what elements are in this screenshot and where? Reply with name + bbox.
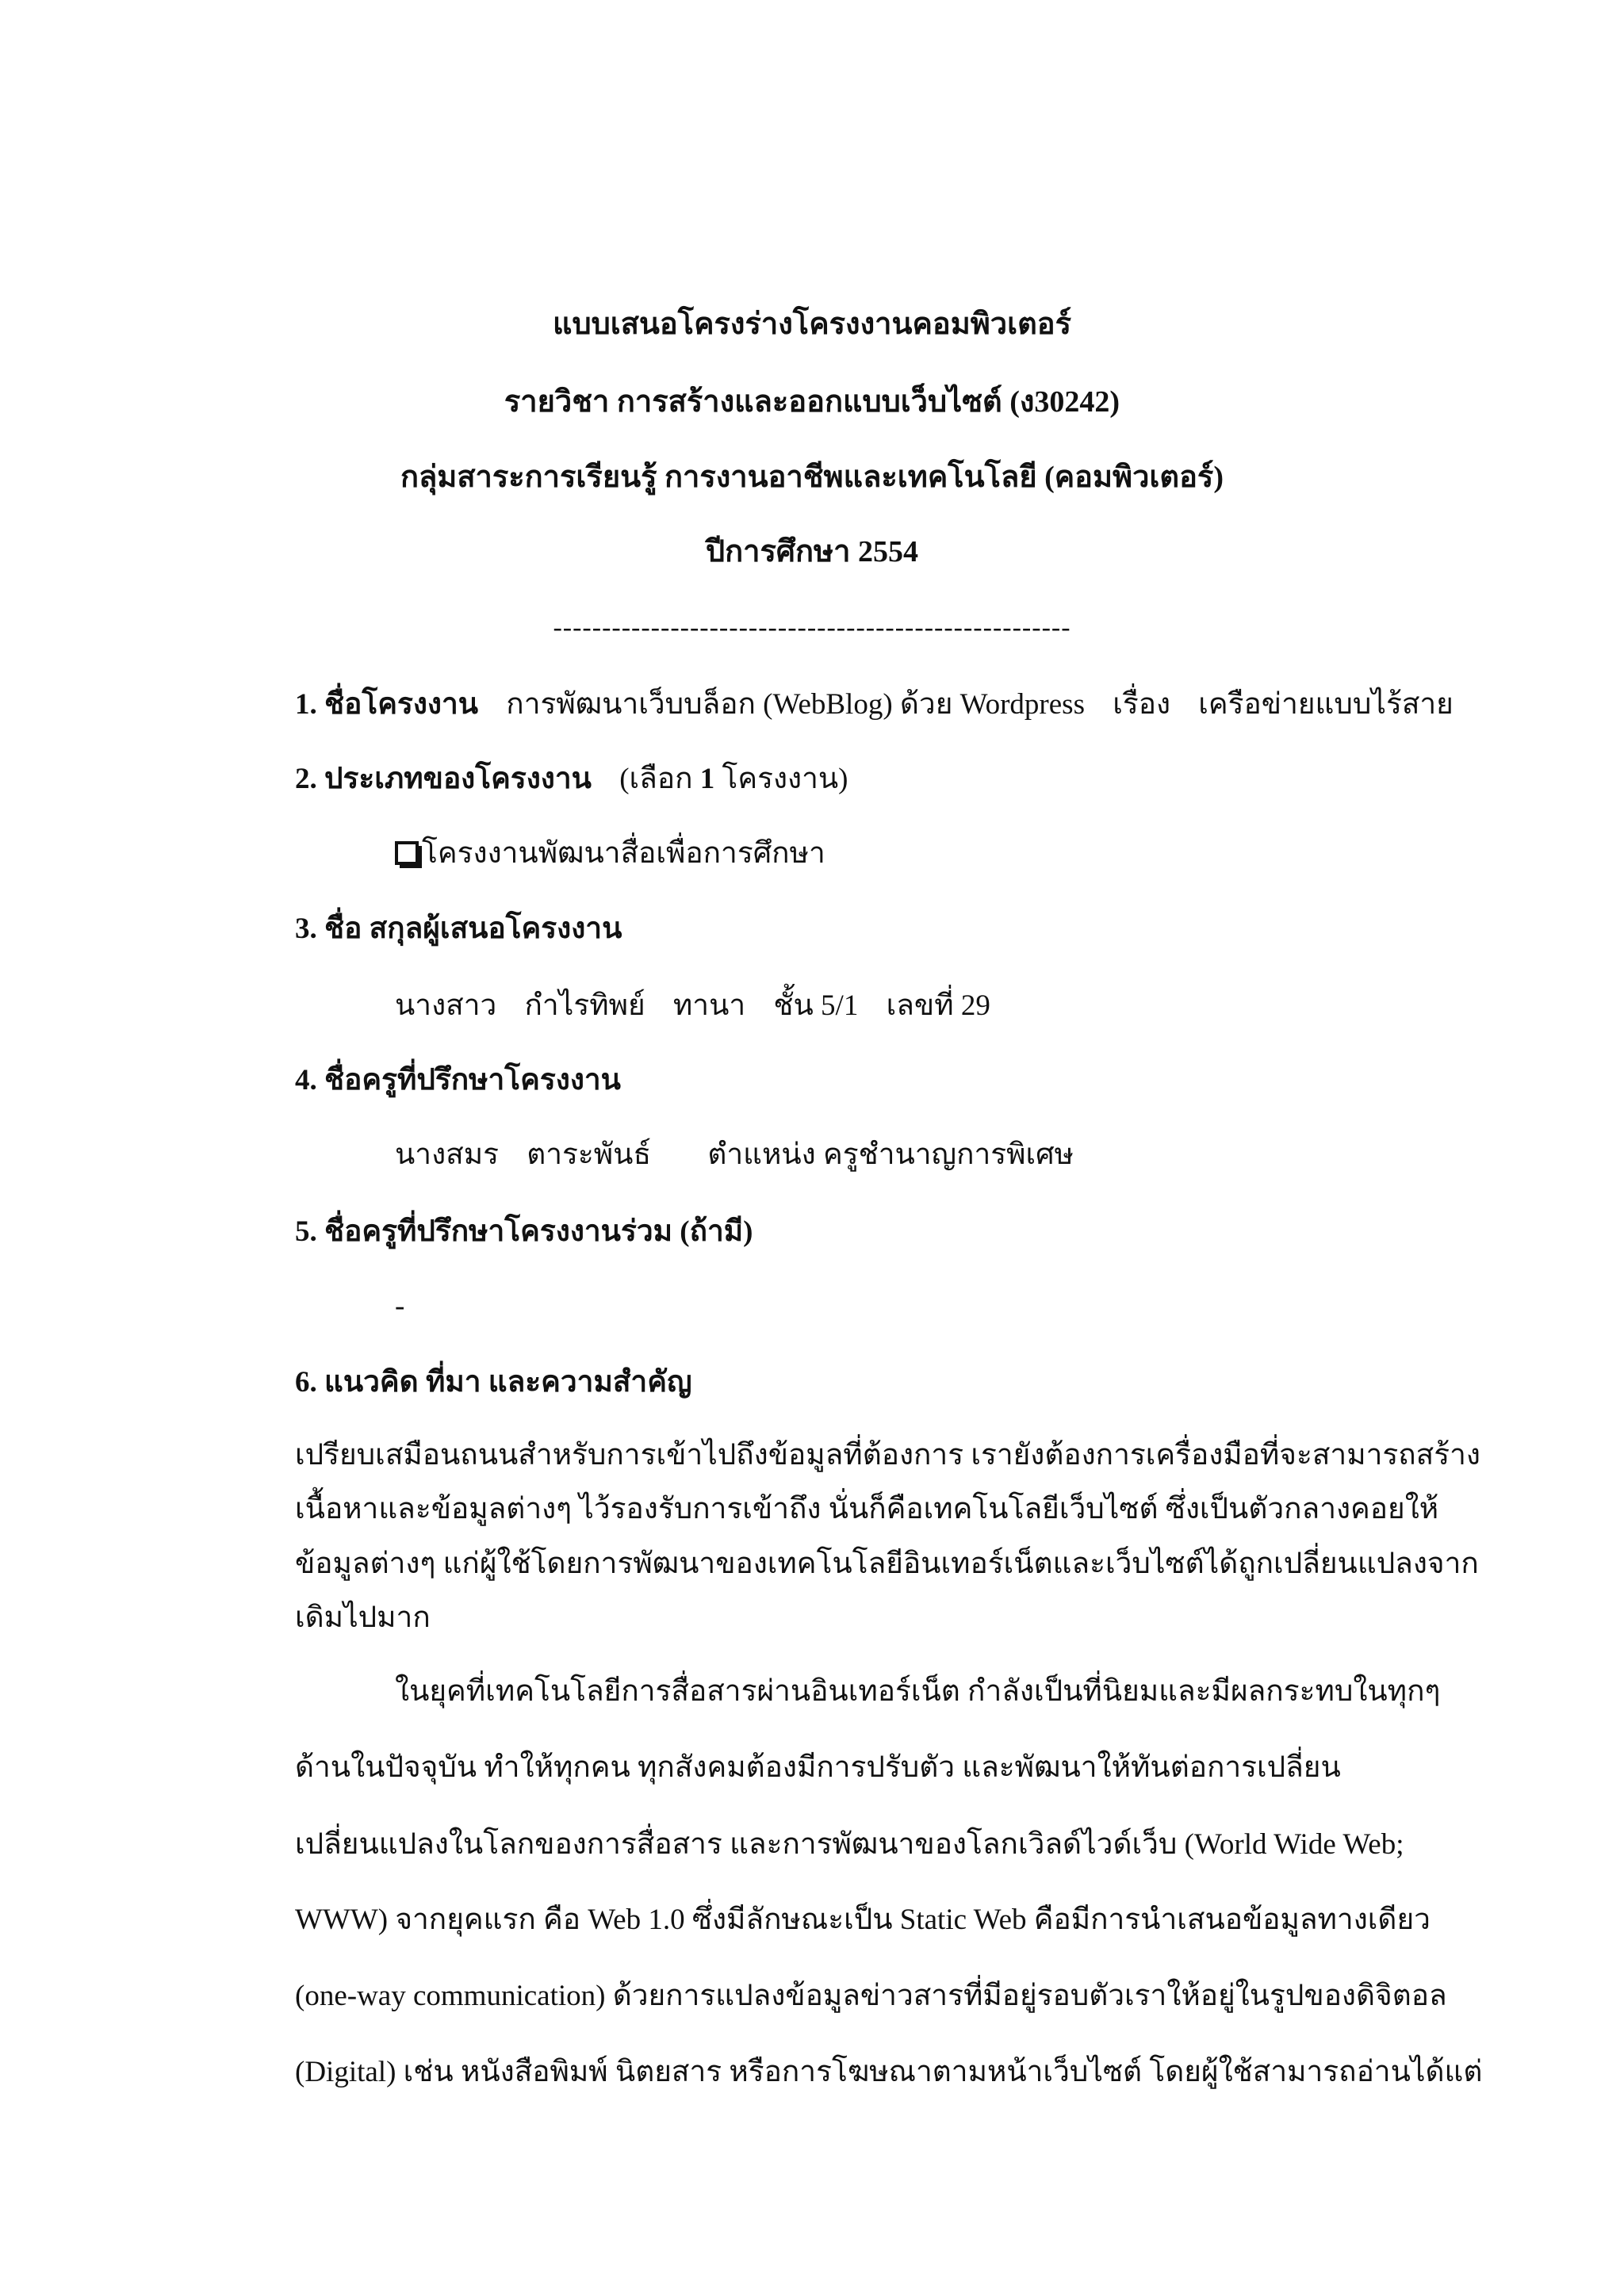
project-title: การพัฒนาเว็บบล็อก (WebBlog) ด้วย Wordpress xyxy=(506,688,1085,721)
paragraph-line: ข้อมูลต่างๆ แก่ผู้ใช้โดยการพัฒนาของเทคโนโลยีอินเทอร์เน็ตและเว็บไซต์ได้ถูกเปลี่ยนแปลงจาก xyxy=(295,1548,1479,1580)
co-advisor-value: - xyxy=(395,1290,405,1322)
paragraph-line: เนื้อหาและข้อมูลต่างๆ ไว้รองรับการเข้าถึง นั่นก็คือเทคโนโลยีเว็บไซต์ ซึ่งเป็นตัวกลางคอยให้ xyxy=(295,1493,1439,1525)
academic-year: ปีการศึกษา 2554 xyxy=(706,535,918,568)
paragraph-line: (one-way communication) ด้วยการแปลงข้อมูลข่าวสารที่มีอยู่รอบตัวเราให้อยู่ในรูปของดิจิตอล xyxy=(295,1980,1447,2012)
proposer-info xyxy=(395,987,990,1025)
topic-label: เรื่อง xyxy=(1113,688,1171,721)
advisor-name: นางสมร xyxy=(395,1138,499,1171)
advisor-info xyxy=(395,1136,1074,1174)
proposer-first-name: กำไรทิพย์ xyxy=(524,989,645,1022)
paragraph-line: เปลี่ยนแปลงในโลกของการสื่อสาร และการพัฒนาของโลกเวิลด์ไวด์เว็บ (World Wide Web; xyxy=(295,1828,1404,1861)
paragraph-line: WWW) จากยุคแรก คือ Web 1.0 ซึ่งมีลักษณะเป็น Static Web คือมีการนำเสนอข้อมูลทางเดียว xyxy=(295,1904,1431,1936)
section-1-heading: 1. ชื่อโครงงาน xyxy=(295,688,479,721)
section-2-note-prefix: (เลือก xyxy=(619,763,693,795)
section-2-note-suffix: โครงงาน) xyxy=(722,763,848,795)
project-type-label: โครงงานพัฒนาสื่อเพื่อการศึกษา xyxy=(422,837,825,870)
paragraph-line: ด้านในปัจจุบัน ทำให้ทุกคน ทุกสังคมต้องมีการปรับตัว และพัฒนาให้ทันต่อการเปลี่ยน xyxy=(295,1751,1341,1784)
proposer-number: เลขที่ 29 xyxy=(886,989,990,1022)
project-type-option xyxy=(395,835,825,873)
paragraph-line: ในยุคที่เทคโนโลยีการสื่อสารผ่านอินเทอร์เน็ต กำลังเป็นที่นิยมและมีผลกระทบในทุกๆ xyxy=(395,1675,1441,1708)
proposer-class: ชั้น 5/1 xyxy=(773,989,859,1022)
section-6-heading: 6. แนวคิด ที่มา และความสำคัญ xyxy=(295,1366,692,1399)
section-2-note-count: 1 xyxy=(699,763,715,795)
section-4-heading: 4. ชื่อครูที่ปรึกษาโครงงาน xyxy=(295,1064,621,1096)
checkbox-icon xyxy=(395,841,419,865)
advisor-position: ตำแหน่ง ครูชำนาญการพิเศษ xyxy=(707,1138,1074,1171)
paragraph-line: (Digital) เช่น หนังสือพิมพ์ นิตยสาร หรือการโฆษณาตามหน้าเว็บไซต์ โดยผู้ใช้สามารถอ่านได้แต่ xyxy=(295,2056,1483,2088)
section-1-line xyxy=(295,686,1454,724)
paragraph-line: เปรียบเสมือนถนนสำหรับการเข้าไปถึงข้อมูลที่ต้องการ เรายังต้องการเครื่องมือที่จะสามารถสร้าง xyxy=(295,1439,1480,1471)
section-2-heading: 2. ประเภทของโครงงาน xyxy=(295,763,592,795)
learning-area: กลุ่มสาระการเรียนรู้ การงานอาชีพและเทคโนโลยี (คอมพิวเตอร์) xyxy=(400,461,1224,494)
proposer-title: นางสาว xyxy=(395,989,497,1022)
advisor-surname: ตาระพันธ์ xyxy=(527,1138,652,1171)
divider-line: ----------------------------------------------------- xyxy=(553,613,1071,642)
section-5-heading: 5. ชื่อครูที่ปรึกษาโครงงานร่วม (ถ้ามี) xyxy=(295,1215,753,1248)
paragraph-line: เดิมไปมาก xyxy=(295,1601,431,1634)
document-title: แบบเสนอโครงร่างโครงงานคอมพิวเตอร์ xyxy=(552,308,1072,341)
section-2-line xyxy=(295,760,848,798)
proposer-last-name: ทานา xyxy=(672,989,746,1022)
course-name: รายวิชา การสร้างและออกแบบเว็บไซต์ (ง30242) xyxy=(504,385,1120,419)
project-topic: เครือข่ายแบบไร้สาย xyxy=(1198,688,1454,721)
section-3-heading: 3. ชื่อ สกุลผู้เสนอโครงงาน xyxy=(295,913,622,945)
